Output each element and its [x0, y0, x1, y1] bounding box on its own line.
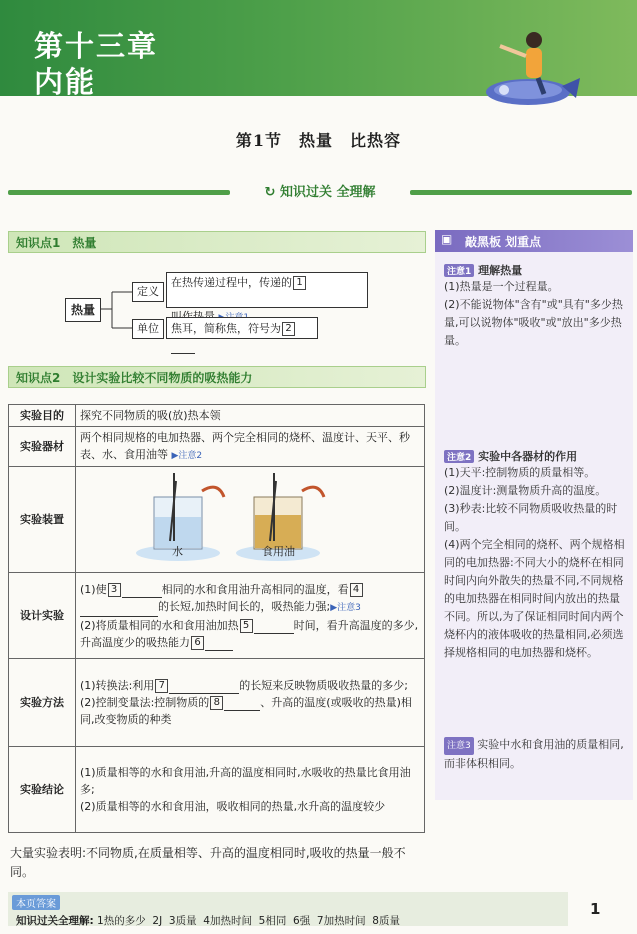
table-row: [9, 747, 425, 833]
table-row: [9, 405, 425, 427]
design-cell: (1)使 3 相同的水和食用油升高相同的温度，看 4的长短,加热时间长的，吸热能力强;▶注意3 (2)将质量相同的水和食用油加热 5 时间，看升高温度的多少,升高温度少的吸热能力 6: [76, 573, 425, 659]
section-title: 第1节 热量 比热容: [235, 131, 402, 150]
answer-list: 知识过关全理解: 1热的多少 2J 3质量 4加热时间 5相同 6强 7加热时间 8质量: [16, 915, 400, 927]
blank-4: 4: [350, 583, 363, 597]
sidebar-note-3: 注意3 实验中水和食用油的质量相同,而非体积相同。: [444, 738, 624, 770]
kp2-title: 知识点2 设计实验比较不同物质的吸热能力: [16, 371, 253, 385]
sidebar-header: [435, 230, 633, 252]
water-label: 水: [172, 545, 183, 558]
chapter-title: 内能: [34, 65, 97, 99]
kp1-bar: [8, 231, 426, 253]
oil-label: 食用油: [262, 545, 295, 558]
conclusion-cell: (1)质量相等的水和食用油,升高的温度相同时,水吸收的热量比食用油多; (2)质量相等的水和食用油，吸收相同的热量,水升高的温度较少: [76, 747, 425, 833]
blank-line: [171, 307, 231, 308]
note-tag: 注意1: [444, 264, 474, 277]
sidebar-note-2: 注意2 实验中各器材的作用 (1)天平:控制物质的质量相等。 (2)温度计:测量物质升高的温度。 (3)秒表:比较不同物质吸收热量的时间。 (4)两个完全相同的烧杯、两个规格相同的电加热器:不同大小的烧杯在相同时间内向外散失的热量不同,不同规格的电加热器在相同时间内放出的热量不同。所以,为了保证相同时间内两个烧杯内的液体吸收的热量相同,必须选择规格相同的电加热器和烧杯。: [444, 450, 625, 659]
setup-cell: [76, 467, 425, 573]
row-header: 设计实验: [9, 573, 76, 659]
sidebar-header-title: 敲黑板 划重点: [465, 235, 542, 249]
concept-def-label: 定义: [132, 282, 164, 302]
swirl-icon: ↻: [264, 185, 276, 200]
banner-rule-left: [8, 190, 230, 195]
banner-title: ↻ 知识过关 全理解: [230, 181, 410, 200]
beaker-illustration: [128, 471, 348, 571]
answer-item: 8质量: [372, 915, 400, 927]
row-header: 实验装置: [9, 467, 76, 573]
table-row: [9, 427, 425, 467]
concept-unit-box: 焦耳，简称焦，符号为 2: [166, 317, 318, 339]
blank-2: 2: [282, 322, 295, 336]
answer-item: 5相同: [258, 915, 287, 927]
teacher-icon: ▣: [441, 232, 453, 246]
sidebar-note-1: 注意1 理解热量 (1)热量是一个过程量。 (2)不能说物体"含有"或"具有"多少热量,可以说物体"吸收"或"放出"多少热量。: [444, 264, 623, 347]
row-header: 实验方法: [9, 659, 76, 747]
blank-6: 6: [191, 636, 204, 650]
row-header: 实验目的: [9, 405, 76, 427]
row-header: 实验结论: [9, 747, 76, 833]
equipment-cell: 两个相同规格的电加热器、两个完全相同的烧杯、温度计、天平、秒表、水、食用油等 ▶注意2: [76, 427, 425, 467]
note-3-ref: ▶注意3: [330, 602, 361, 613]
answer-item: 3质量: [168, 915, 197, 927]
note-tag: 注意2: [444, 450, 474, 463]
chapter-number: 第十三章: [34, 29, 159, 63]
blank-7: 7: [155, 679, 168, 693]
method-cell: (1)转换法:利用 7 的长短来反映物质吸收热量的多少; (2)控制变量法:控制物质的 8 、升高的温度(或吸收的热量)相同,改变物质的种类: [76, 659, 425, 747]
concept-unit-label: 单位: [132, 319, 164, 339]
table-row: [9, 573, 425, 659]
blank-1: 1: [293, 276, 306, 290]
purpose-cell: 探究不同物质的吸(放)热本领: [76, 405, 425, 427]
row-header: 实验器材: [9, 427, 76, 467]
experiment-table: [8, 404, 425, 833]
page-number: 1: [590, 900, 601, 918]
answer-item: 2J: [152, 915, 163, 927]
answer-label: 本页答案: [12, 895, 60, 910]
rocket-illustration: [476, 20, 586, 110]
blank-8: 8: [210, 696, 223, 710]
chapter-header: [0, 0, 637, 99]
answer-item: 6强: [293, 915, 311, 927]
answer-item: 4加热时间: [203, 915, 252, 927]
banner-rule-right: [410, 190, 632, 195]
table-row: [9, 467, 425, 573]
kp1-title: 知识点1 热量: [16, 236, 97, 250]
summary-text: 大量实验表明:不同物质,在质量相等、升高的温度相同时,吸收的热量一般不同。: [10, 846, 406, 879]
concept-def-box: 在热传递过程中，传递的 1: [166, 272, 368, 308]
answer-item: 1热的多少: [97, 915, 146, 927]
concept-root: 热量: [65, 298, 101, 322]
blank-5: 5: [240, 619, 253, 633]
note-2-ref: ▶注意2: [171, 450, 203, 461]
table-row: [9, 659, 425, 747]
note-tag: 注意3: [444, 737, 474, 755]
kp2-bar: [8, 366, 426, 388]
answer-item: 7加热时间: [316, 915, 366, 927]
blank-3: 3: [108, 583, 121, 597]
